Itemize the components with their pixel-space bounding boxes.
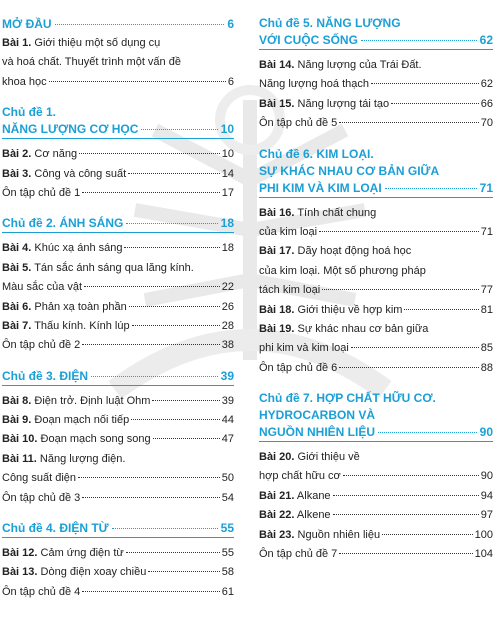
dot-leader <box>79 153 220 154</box>
page-number: 94 <box>480 489 493 502</box>
toc-entry-text <box>259 320 428 339</box>
toc-entry-text <box>2 489 80 508</box>
dot-leader <box>333 495 479 496</box>
toc-entry[interactable] <box>2 53 234 72</box>
lesson-number: Bài 15. <box>259 97 295 110</box>
dot-leader <box>132 325 220 326</box>
dot-leader <box>322 289 479 290</box>
toc-entry-text <box>2 259 194 278</box>
toc-entry-text <box>259 506 331 525</box>
toc-entry-text <box>259 467 341 486</box>
toc-right-column <box>259 15 493 564</box>
dot-leader <box>131 419 220 420</box>
toc-left-column <box>2 15 234 602</box>
toc-entry[interactable] <box>2 563 234 582</box>
topic7-title-2: HYDROCARBON VÀ <box>259 408 376 423</box>
page-number: 58 <box>221 566 234 579</box>
page-number: 88 <box>480 361 493 374</box>
lesson-title: Ôn tập chủ đề 1 <box>2 186 81 199</box>
toc-entry-text <box>259 262 426 281</box>
page-number: 6 <box>227 75 234 88</box>
toc-entry-text <box>259 56 422 75</box>
toc-entry[interactable] <box>2 239 234 258</box>
lesson-title: Alkene <box>294 509 331 522</box>
page-number: 18 <box>221 242 234 255</box>
lesson-number: Bài 13. <box>2 566 38 579</box>
dot-leader <box>382 534 473 535</box>
lesson-number: Bài 8. <box>2 394 32 407</box>
lesson-number: Bài 21. <box>259 489 295 502</box>
toc-entry[interactable] <box>2 73 234 92</box>
toc-entry-text <box>259 223 317 242</box>
toc-entry-text <box>259 75 369 94</box>
toc-entry-text <box>2 411 129 430</box>
lesson-title: Giới thiệu một số dụng cụ <box>31 37 161 49</box>
dot-leader <box>343 475 479 476</box>
lesson-number: Bài 1. <box>2 37 32 49</box>
page-number: 66 <box>480 97 493 110</box>
toc-entry-text <box>2 544 124 563</box>
page-number: 10 <box>221 148 234 161</box>
page-number: 100 <box>474 528 493 541</box>
topic2-title: Chủ đề 2. ÁNH SÁNG <box>2 216 124 231</box>
lesson-title: Tính chất chung <box>294 206 377 219</box>
page-number: 62 <box>480 78 493 91</box>
toc-entry-text <box>259 487 331 506</box>
toc-entry-text <box>2 239 122 258</box>
toc-entry-text <box>2 450 125 469</box>
dot-leader <box>78 477 220 478</box>
lesson-title: Đoạn mạch song song <box>37 433 151 446</box>
toc-entry[interactable] <box>2 544 234 563</box>
toc-entry-text <box>259 301 402 320</box>
toc-entry-text <box>259 339 349 358</box>
lesson-title: Alkane <box>294 489 331 502</box>
lesson-title: Năng lượng hoá thạch <box>259 78 369 91</box>
toc-entry-text <box>2 145 77 164</box>
lesson-title: Đoạn mạch nối tiếp <box>31 414 130 427</box>
toc-entry[interactable] <box>2 165 234 184</box>
topic5-title-2: VỚI CUỘC SỐNG <box>259 33 358 47</box>
intro-page: 6 <box>227 17 234 31</box>
dot-leader <box>148 571 219 572</box>
topic7-heading-line2[interactable] <box>259 407 493 424</box>
toc-entry-text <box>2 336 80 355</box>
topic5-heading-line2[interactable] <box>259 32 493 50</box>
topic7-title-1: Chủ đề 7. HỢP CHẤT HỮU CƠ. <box>259 391 436 406</box>
dot-leader <box>339 122 478 123</box>
toc-entry-text <box>2 34 160 53</box>
lesson-title: Năng lượng của Trái Đất. <box>294 59 422 71</box>
topic6-heading-line1[interactable] <box>259 146 493 163</box>
page-number: 44 <box>221 414 234 427</box>
toc-entry[interactable] <box>2 450 234 469</box>
dot-leader <box>391 103 479 104</box>
topic3-heading[interactable] <box>2 368 234 386</box>
toc-entry[interactable] <box>2 583 234 602</box>
topic1-heading-line2[interactable] <box>2 121 234 139</box>
toc-entry-text <box>2 278 82 297</box>
lesson-number: Bài 18. <box>259 303 295 316</box>
toc-entry[interactable] <box>2 278 234 297</box>
topic6-title-3: PHI KIM VÀ KIM LOẠI <box>259 180 382 195</box>
page-number: 70 <box>480 117 493 130</box>
lesson-number: Bài 6. <box>2 300 32 313</box>
topic6-heading-line2[interactable] <box>259 163 493 180</box>
lesson-number: Bài 5. <box>2 261 32 274</box>
toc-entry-text <box>2 317 130 336</box>
lesson-title: tách kim loại <box>259 284 321 297</box>
toc-entry-text <box>2 53 181 72</box>
topic4-title: Chủ đề 4. ĐIỆN TỪ <box>2 521 109 536</box>
lesson-number: Bài 3. <box>2 167 32 180</box>
lesson-number: Bài 16. <box>259 206 295 219</box>
dot-leader <box>333 514 479 515</box>
lesson-title: khoa học <box>2 75 47 88</box>
page-number: 104 <box>474 548 493 561</box>
toc-entry-text <box>259 114 337 133</box>
lesson-number: Bài 14. <box>259 59 295 71</box>
topic7-page: 90 <box>479 425 493 440</box>
dot-leader <box>351 347 479 348</box>
topic1-page: 10 <box>220 122 234 137</box>
toc-entry[interactable] <box>2 298 234 317</box>
toc-entry[interactable] <box>2 430 234 449</box>
topic4-heading[interactable] <box>2 520 234 538</box>
toc-entry[interactable] <box>2 392 234 411</box>
lesson-title: Cơ năng <box>31 148 78 161</box>
toc-entry[interactable] <box>259 339 493 358</box>
page-number: 61 <box>221 585 234 598</box>
toc-entry[interactable] <box>2 469 234 488</box>
lesson-title: phi kim và kim loại <box>259 342 349 355</box>
page-number: 28 <box>221 319 234 332</box>
lesson-title: Giới thiệu về hợp kim <box>294 303 403 316</box>
lesson-number: Bài 17. <box>259 245 295 258</box>
topic6-title-2: SỰ KHÁC NHAU CƠ BẢN GIỮA <box>259 163 440 178</box>
lesson-title: của kim loại <box>259 225 318 238</box>
lesson-number: Bài 10. <box>2 433 38 446</box>
dot-leader <box>124 247 219 248</box>
toc-entry[interactable] <box>2 34 234 53</box>
topic6-page: 71 <box>479 180 493 195</box>
toc-entry[interactable] <box>2 184 234 203</box>
dot-leader <box>128 173 220 174</box>
dot-leader <box>82 192 219 193</box>
page-number: 26 <box>221 300 234 313</box>
topic1-title-2: NĂNG LƯỢNG CƠ HỌC <box>2 122 139 137</box>
lesson-number: Bài 7. <box>2 319 32 332</box>
toc-entry[interactable] <box>259 204 493 223</box>
page-number: 14 <box>221 167 234 180</box>
lesson-title: Công suất điện <box>2 472 76 485</box>
toc-entry[interactable] <box>259 545 493 564</box>
toc-entry-text <box>259 526 380 545</box>
dot-leader <box>49 81 226 82</box>
toc-entry-text <box>2 298 127 317</box>
dot-leader <box>153 438 220 439</box>
toc-entry[interactable] <box>2 336 234 355</box>
toc-entry-text <box>2 563 146 582</box>
page-number: 85 <box>480 342 493 355</box>
dot-leader <box>319 231 479 232</box>
toc-entry[interactable] <box>259 242 493 261</box>
lesson-number: Bài 22. <box>259 509 295 522</box>
toc-entry[interactable] <box>259 448 493 467</box>
toc-entry[interactable] <box>259 359 493 378</box>
topic5-title-1: Chủ đề 5. NĂNG LƯỢNG <box>259 16 401 30</box>
toc-entry[interactable] <box>2 489 234 508</box>
lesson-title: hợp chất hữu cơ <box>259 470 341 483</box>
lesson-number: Bài 11. <box>2 452 37 465</box>
lesson-title: Ôn tập chủ đề 7 <box>259 548 338 561</box>
lesson-title: Cảm ứng điện từ <box>37 547 124 560</box>
page-number: 54 <box>221 491 234 504</box>
lesson-title: Tán sắc ánh sáng qua lăng kính. <box>31 261 194 274</box>
toc-entry-text <box>2 165 126 184</box>
topic1-title-1: Chủ đề 1. <box>2 105 57 120</box>
topic6-title-1: Chủ đề 6. KIM LOẠI. <box>259 146 374 161</box>
lesson-number: Bài 4. <box>2 242 32 255</box>
toc-intro-heading[interactable] <box>2 15 234 34</box>
toc-entry-text <box>259 281 320 300</box>
lesson-title: Nguồn nhiên liệu <box>294 528 381 541</box>
toc-entry-text <box>259 204 376 223</box>
page-number: 77 <box>480 284 493 297</box>
toc-entry[interactable] <box>259 281 493 300</box>
dot-leader <box>84 286 220 287</box>
topic3-title: Chủ đề 3. ĐIỆN <box>2 368 89 383</box>
topic4-page: 55 <box>220 521 234 536</box>
dot-leader <box>129 306 220 307</box>
toc-entry[interactable] <box>259 223 493 242</box>
lesson-number: Bài 19. <box>259 322 295 335</box>
lesson-title: Phản xạ toàn phần <box>31 300 127 313</box>
dot-leader <box>371 83 479 84</box>
lesson-title: Công và công suất <box>31 167 127 180</box>
lesson-number: Bài 23. <box>259 528 295 541</box>
page-number: 71 <box>480 225 493 238</box>
toc-entry[interactable] <box>259 467 493 486</box>
topic7-heading-line1[interactable] <box>259 390 493 407</box>
dot-leader <box>82 591 219 592</box>
topic6-heading-line3[interactable] <box>259 180 493 198</box>
lesson-title: Giới thiệu về <box>294 451 360 464</box>
toc-entry[interactable] <box>2 145 234 164</box>
lesson-title: Ôn tập chủ đề 6 <box>259 361 338 374</box>
toc-entry-text <box>259 95 389 114</box>
lesson-title: Năng lượng tái tạo <box>294 97 390 110</box>
dot-leader <box>126 552 220 553</box>
lesson-title: Màu sắc của vật <box>2 281 83 294</box>
lesson-title: của kim loại. Một số phương pháp <box>259 264 426 277</box>
dot-leader <box>339 367 478 368</box>
topic7-title-3: NGUỒN NHIÊN LIỆU <box>259 425 376 440</box>
toc-entry-text <box>2 392 150 411</box>
lesson-title: Ôn tập chủ đề 4 <box>2 585 81 598</box>
toc-entry-text <box>259 242 411 261</box>
lesson-title: Năng lượng điện. <box>36 452 126 465</box>
topic7-heading-line3[interactable] <box>259 424 493 442</box>
page-number: 97 <box>480 509 493 522</box>
toc-entry[interactable] <box>259 95 493 114</box>
lesson-title: Khúc xạ ánh sáng <box>31 242 123 255</box>
toc-entry[interactable] <box>2 259 234 278</box>
page-number: 22 <box>221 281 234 294</box>
topic5-heading-line1[interactable] <box>259 15 493 32</box>
lesson-number: Bài 12. <box>2 547 38 560</box>
topic2-page: 18 <box>220 216 234 231</box>
toc-entry-text <box>2 583 80 602</box>
dot-leader <box>339 553 472 554</box>
page-number: 90 <box>480 470 493 483</box>
lesson-number: Bài 20. <box>259 451 295 464</box>
lesson-title: Điện trở. Định luật Ohm <box>31 394 151 407</box>
page-number: 50 <box>221 472 234 485</box>
toc-entry[interactable] <box>259 320 493 339</box>
toc-entry[interactable] <box>259 262 493 281</box>
toc-entry[interactable] <box>259 75 493 94</box>
toc-entry-text <box>2 430 151 449</box>
lesson-number: Bài 9. <box>2 414 32 427</box>
lesson-title: và hoá chất. Thuyết trình một vấn đề <box>2 56 181 69</box>
topic1-heading-line1[interactable] <box>2 104 234 121</box>
page-number: 55 <box>221 547 234 560</box>
topic3-page: 39 <box>220 368 234 383</box>
page-number: 17 <box>221 186 234 199</box>
toc-entry-text <box>259 448 360 467</box>
dot-leader <box>152 400 219 401</box>
toc-entry-text <box>259 545 337 564</box>
toc-entry[interactable] <box>259 301 493 320</box>
toc-entry-text <box>2 73 47 92</box>
lesson-title: Sự khác nhau cơ bản giữa <box>294 322 429 335</box>
lesson-title: Thấu kính. Kính lúp <box>31 319 130 332</box>
toc-entry[interactable] <box>259 114 493 133</box>
toc-entry[interactable] <box>259 526 493 545</box>
toc-entry[interactable] <box>259 487 493 506</box>
page-number: 38 <box>221 339 234 352</box>
toc-entry-text <box>259 359 337 378</box>
intro-title: MỞ ĐẦU <box>2 17 52 31</box>
lesson-title: Dãy hoạt động hoá học <box>294 245 412 258</box>
page-number: 47 <box>221 433 234 446</box>
topic2-heading[interactable] <box>2 215 234 233</box>
toc-entry-text <box>2 184 80 203</box>
topic5-page: 62 <box>479 33 493 47</box>
toc-entry[interactable] <box>2 317 234 336</box>
toc-entry[interactable] <box>2 411 234 430</box>
lesson-title: Ôn tập chủ đề 5 <box>259 117 338 130</box>
lesson-title: Ôn tập chủ đề 2 <box>2 339 81 352</box>
toc-entry-text <box>2 469 76 488</box>
lesson-title: Dòng điện xoay chiều <box>37 566 147 579</box>
page-number: 81 <box>480 303 493 316</box>
lesson-number: Bài 2. <box>2 148 32 161</box>
dot-leader <box>404 309 478 310</box>
page-number: 39 <box>221 394 234 407</box>
lesson-title: Ôn tập chủ đề 3 <box>2 491 81 504</box>
dot-leader <box>82 344 219 345</box>
dot-leader <box>82 497 219 498</box>
toc-entry[interactable] <box>259 506 493 525</box>
toc-entry[interactable] <box>259 56 493 75</box>
